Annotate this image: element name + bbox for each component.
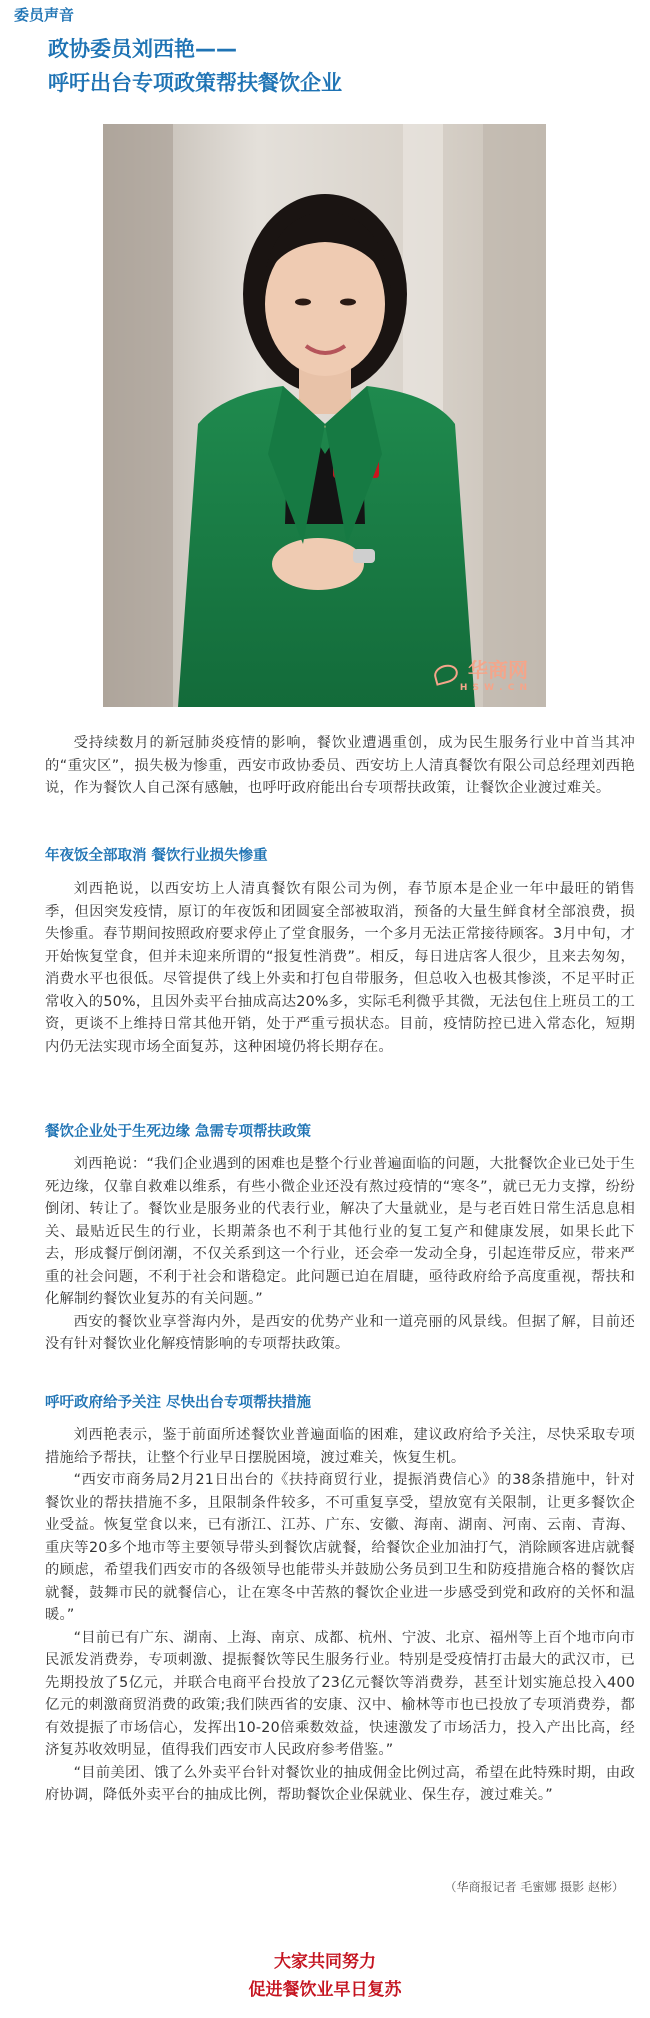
section3-paragraph-2: “西安市商务局2月21日出台的《扶持商贸行业，提振消费信心》的38条措施中，针对餐饮业的帮扶措施不多，且限制条件较多，不可重复享受，望放宽有关限制，让更多餐饮企业受益。恢复堂食以来，已有浙江、江苏、广东、安徽、海南、湖南、河南、云南、青海、重庆等20多个地市等主要领导带头到餐饮店就餐，给餐饮企业加油打气，消除顾客进店就餐的顾虑，希望我们西安市的各级领导也能带头并鼓励公务员到卫生和防疫措施合格的餐饮店就餐，鼓舞市民的就餐信心，让在寒冬中苦熬的餐饮企业进一步感受到党和政府的关怀和温暖。” xyxy=(45,1472,635,1623)
intro-block xyxy=(45,732,635,800)
photo-watermark xyxy=(460,654,528,693)
section2-heading: 餐饮企业处于生死边缘 急需专项帮扶政策 xyxy=(45,1124,312,1140)
closing-slogan xyxy=(0,1948,650,2004)
section3-heading: 呼吁政府给予关注 尽快出台专项帮扶措施 xyxy=(45,1395,312,1411)
section2-paragraph-1: 刘西艳说：“我们企业遇到的困难也是整个行业普遍面临的问题，大批餐饮企业已处于生死边缘，仅靠自救难以维系，有些小微企业还没有熬过疫情的“寒冬”，就已无力支撑，纷纷倒闭、转让了。餐饮业是服务业的代表行业，解决了大量就业，是与老百姓日常生活息息相关、最贴近民生的行业，长期萧条也不利于其他行业的复工复产和健康发展，如果长此下去，形成餐厅倒闭潮，不仅关系到这一个行业，还会牵一发动全身，引起连带反应，带来严重的社会问题，不利于社会和谐稳定。此问题已迫在眉睫，亟待政府给予高度重视，帮扶和化解制约餐饮业复苏的有关问题。” xyxy=(45,1156,635,1307)
section2-paragraph-2: 西安的餐饮业享誉海内外，是西安的优势产业和一道亮丽的风景线。但据了解，目前还没有针对餐饮业化解疫情影响的专项帮扶政策。 xyxy=(45,1313,635,1352)
section3-paragraph-3: “目前已有广东、湖南、上海、南京、成都、杭州、宁波、北京、福州等上百个地市向市民派发消费券，专项刺激、提振餐饮等民生服务行业。特别是受疫情打击最大的武汉市，已先期投放了5亿元，并联合电商平台投放了23亿元餐饮等消费券，甚至计划实施总投入400亿元的刺激商贸消费的政策;我们陕西省的安康、汉中、榆林等市也已投放了专项消费券，都有效提振了市场信心，发挥出10-20倍乘数效益，快速激发了市场活力，投入产出比高，经济复苏收效明显，值得我们西安市人民政府参考借鉴。” xyxy=(45,1629,635,1758)
closing-line-2: 促进餐饮业早日复苏 xyxy=(248,1980,402,2000)
column-label: 委员声音 xyxy=(14,6,75,24)
headline xyxy=(48,32,342,100)
section1-block xyxy=(45,878,635,1058)
watermark-main: 华商网 xyxy=(468,658,528,682)
section3-block xyxy=(45,1424,635,1807)
watermark-sub: H S W . C N xyxy=(459,683,528,693)
section1-heading: 年夜饭全部取消 餐饮行业损失惨重 xyxy=(45,848,268,864)
section3-paragraph-4: “目前美团、饿了么外卖平台针对餐饮业的抽成佣金比例过高，希望在此特殊时期，由政府协调，降低外卖平台的抽成比例，帮助餐饮企业保就业、保生存，渡过难关。” xyxy=(45,1764,635,1803)
section3-paragraph-1: 刘西艳表示，鉴于前面所述餐饮业普遍面临的困难，建议政府给予关注，尽快采取专项措施给予帮扶，让整个行业早日摆脱困境，渡过难关，恢复生机。 xyxy=(45,1427,635,1466)
closing-line-1: 大家共同努力 xyxy=(274,1952,376,1972)
section2-block xyxy=(45,1153,635,1356)
intro-paragraph: 受持续数月的新冠肺炎疫情的影响，餐饮业遭遇重创，成为民生服务行业中首当其冲的“重灾区”，损失极为惨重，西安市政协委员、西安坊上人清真餐饮有限公司总经理刘西艳说，作为餐饮人自己深有感触，也呼吁政府能出台专项帮扶政策，让餐饮企业渡过难关。 xyxy=(45,735,635,796)
photo-credit: （华商报记者 毛蜜娜 摄影 赵彬） xyxy=(444,1880,624,1894)
headline-line-2: 呼吁出台专项政策帮扶餐饮企业 xyxy=(48,71,342,95)
section1-paragraph: 刘西艳说，以西安坊上人清真餐饮有限公司为例，春节原本是企业一年中最旺的销售季，但因突发疫情，原订的年夜饭和团圆宴全部被取消，预备的大量生鲜食材全部浪费，损失惨重。春节期间按照政府要求停止了堂食服务，一个多月无法正常接待顾客。3月中旬，才开始恢复堂食，但并未迎来所谓的“报复性消费”。相反，每日进店客人很少，且来去匆匆，消费水平也很低。尽管提供了线上外卖和打包自带服务，但总收入也极其惨淡，不足平时正常收入的50%，且因外卖平台抽成高达20%多，实际毛利微乎其微，无法包住上班员工的工资，更谈不上维持日常其他开销，处于严重亏损状态。目前，疫情防控已进入常态化，短期内仍无法实现市场全面复苏，这种困境仍将长期存在。 xyxy=(45,881,635,1055)
headline-line-1: 政协委员刘西艳—— xyxy=(48,37,237,61)
portrait-photo xyxy=(103,124,546,707)
